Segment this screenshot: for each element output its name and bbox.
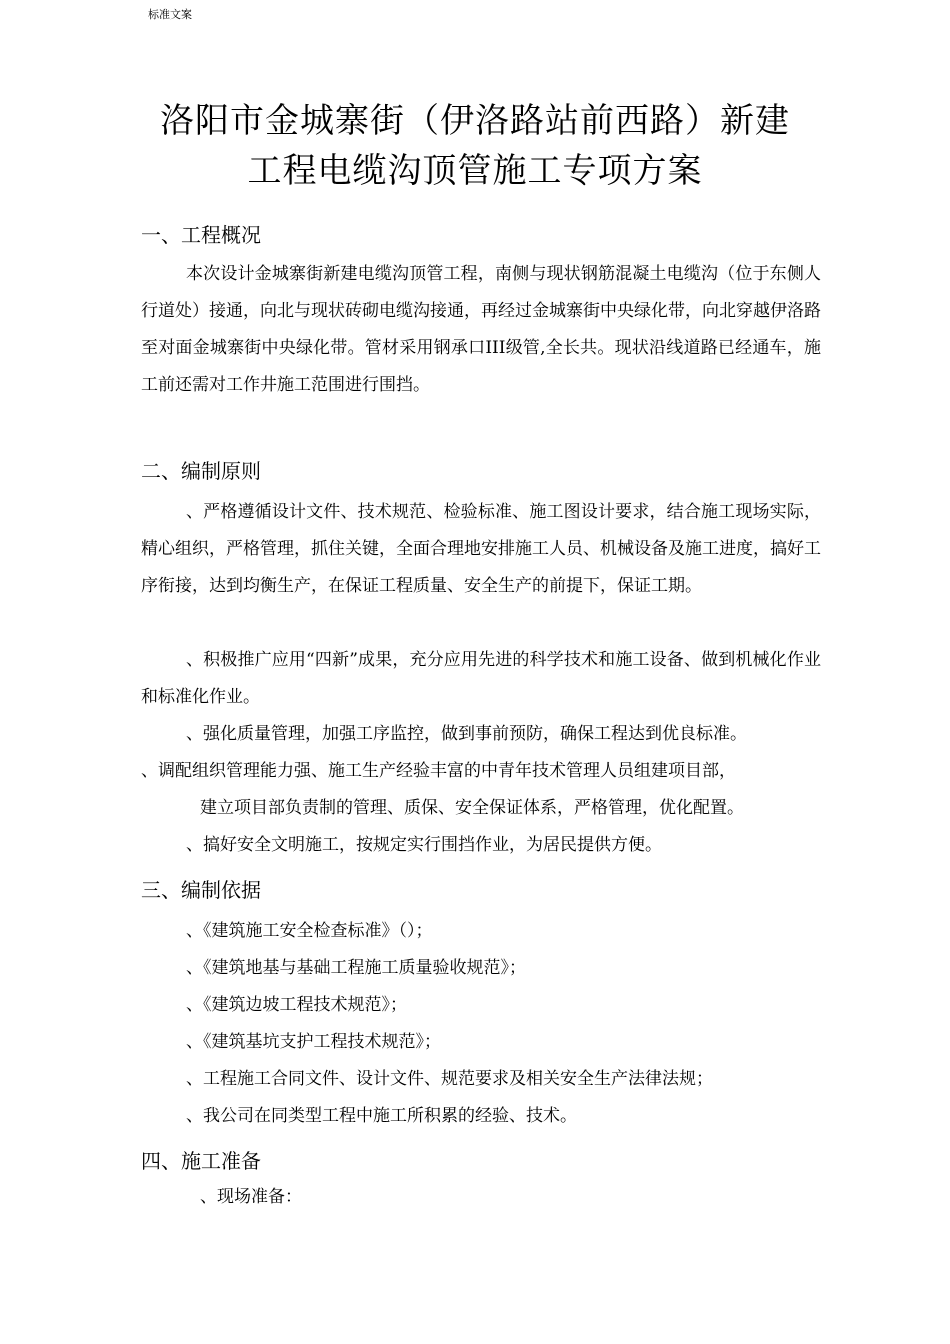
section-1-paragraph: 本次设计金城寨街新建电缆沟顶管工程，南侧与现状钢筋混凝土电缆沟（位于东侧人行道处）接通，向北与现状砖砌电缆沟接通，再经过金城寨街中央绿化带，向北穿越伊洛路至对面金城寨街中央绿化带。管材采用钢承口III级管,全长共。现状沿线道路已经通车，施工前还需对工作井施工范围进行围挡。 <box>141 264 821 395</box>
basis-item-4: 、《建筑基坑支护工程技术规范》； <box>186 1032 441 1052</box>
header-tag: 标准文案 <box>148 8 192 21</box>
title-line-1: 洛阳市金城寨街（伊洛路站前西路）新建 <box>160 101 790 141</box>
section-heading-1: 一、工程概况 <box>141 223 261 247</box>
basis-item-6: 、我公司在同类型工程中施工所积累的经验、技术。 <box>186 1106 577 1126</box>
principle-4-line-1: 、调配组织管理能力强、施工生产经验丰富的中青年技术管理人员组建项目部， <box>141 761 736 781</box>
principle-5: 、搞好安全文明施工，按规定实行围挡作业，为居民提供方便。 <box>186 835 662 855</box>
section-heading-3: 三、编制依据 <box>141 878 261 902</box>
section-heading-4: 四、施工准备 <box>141 1149 261 1173</box>
basis-item-3: 、《建筑边坡工程技术规范》； <box>186 995 407 1015</box>
basis-item-1: 、《建筑施工安全检查标准》（）； <box>186 921 433 941</box>
section-heading-2: 二、编制原则 <box>141 459 261 483</box>
basis-item-2: 、《建筑地基与基础工程施工质量验收规范》； <box>186 958 526 978</box>
principle-4-line-2: 建立项目部负责制的管理、质保、安全保证体系，严格管理，优化配置。 <box>200 798 744 818</box>
preparation-item-1: 、现场准备： <box>200 1187 302 1207</box>
principle-2: 、积极推广应用“四新”成果，充分应用先进的科学技术和施工设备、做到机械化作业和标准化作业。 <box>141 650 821 707</box>
principle-1: 、严格遵循设计文件、技术规范、检验标准、施工图设计要求，结合施工现场实际，精心组织，严格管理，抓住关键，全面合理地安排施工人员、机械设备及施工进度，搞好工序衔接，达到均衡生产，在保证工程质量、安全生产的前提下，保证工期。 <box>141 502 821 596</box>
title-line-2: 工程电缆沟顶管施工专项方案 <box>247 151 703 191</box>
principle-3: 、强化质量管理，加强工序监控，做到事前预防，确保工程达到优良标准。 <box>186 724 747 744</box>
basis-item-5: 、工程施工合同文件、设计文件、规范要求及相关安全生产法律法规； <box>186 1069 713 1089</box>
